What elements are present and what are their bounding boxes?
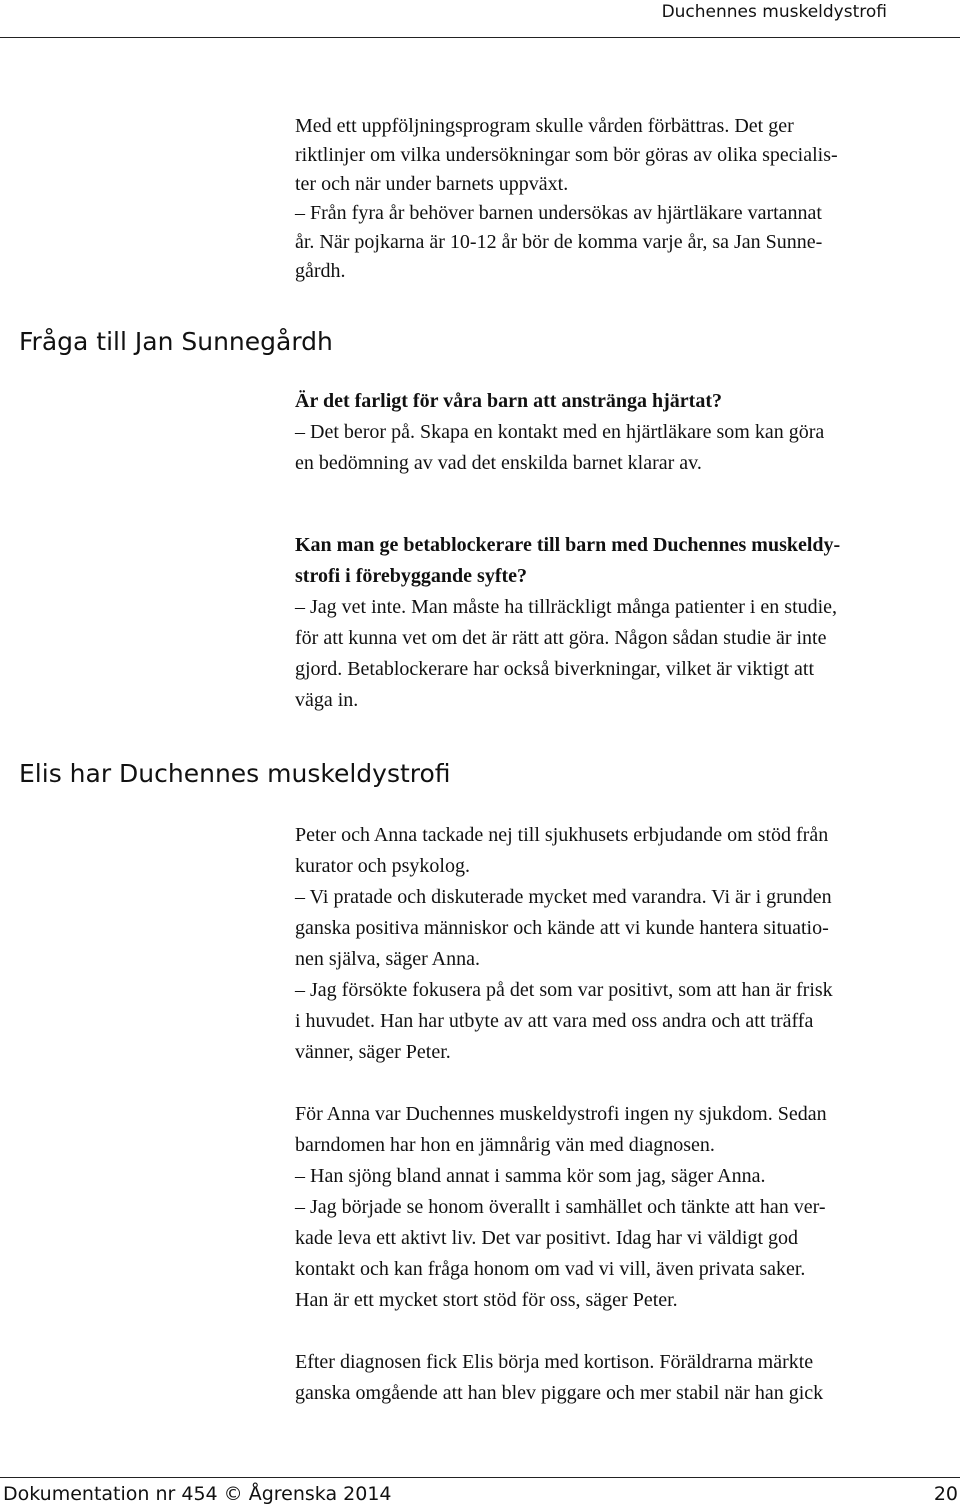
text-line: vänner, säger Peter. bbox=[295, 1041, 451, 1063]
text-line: barndomen har hon en jämnårig vän med diagnosen. bbox=[295, 1134, 715, 1156]
footer-rule bbox=[0, 1477, 960, 1478]
text-line: – Jag började se honom överallt i samhället och tänkte att han ver- bbox=[295, 1196, 826, 1218]
intro-paragraph bbox=[295, 112, 935, 286]
text-line: år. När pojkarna är 10-12 år bör de komma varje år, sa Jan Sunne- bbox=[295, 231, 823, 253]
elis-paragraph-2 bbox=[295, 1099, 935, 1316]
text-line: – Jag försökte fokusera på det som var positivt, som att han är frisk bbox=[295, 979, 833, 1001]
text-line: Han är ett mycket stort stöd för oss, säger Peter. bbox=[295, 1289, 678, 1311]
section-heading-question: Fråga till Jan Sunnegårdh bbox=[19, 327, 333, 356]
page-number: 20 bbox=[933, 1483, 958, 1505]
answer-line: – Jag vet inte. Man måste ha tillräckligt många patienter i en studie, bbox=[295, 596, 838, 618]
text-line: För Anna var Duchennes muskeldystrofi ingen ny sjukdom. Sedan bbox=[295, 1103, 827, 1125]
text-line: kontakt och kan fråga honom om vad vi vill, även privata saker. bbox=[295, 1258, 806, 1280]
elis-paragraph-3 bbox=[295, 1347, 935, 1409]
qa-block-1 bbox=[295, 386, 935, 479]
text-line: kade leva ett aktivt liv. Det var positivt. Idag har vi väldigt god bbox=[295, 1227, 799, 1249]
text-line: ganska omgående att han blev piggare och mer stabil när han gick bbox=[295, 1382, 824, 1404]
text-line: nen själva, säger Anna. bbox=[295, 948, 480, 970]
text-line: Peter och Anna tackade nej till sjukhusets erbjudande om stöd från bbox=[295, 824, 829, 846]
question-line: Kan man ge betablockerare till barn med Duchennes muskeldy- bbox=[295, 534, 841, 556]
question-text: Är det farligt för våra barn att anstränga hjärtat? bbox=[295, 390, 722, 412]
footer-documentation: Dokumentation nr 454 © Ågrenska 2014 bbox=[3, 1483, 392, 1505]
running-header-title: Duchennes muskeldystrofi bbox=[661, 2, 887, 22]
text-line: i huvudet. Han har utbyte av att vara med oss andra och att träffa bbox=[295, 1010, 814, 1032]
answer-line: för att kunna vet om det är rätt att göra. Någon sådan studie är inte bbox=[295, 627, 827, 649]
text-line: – Från fyra år behöver barnen undersökas av hjärtläkare vartannat bbox=[295, 202, 822, 224]
qa-block-2 bbox=[295, 530, 935, 716]
text-line: kurator och psykolog. bbox=[295, 855, 470, 877]
elis-paragraph-1 bbox=[295, 820, 935, 1068]
question-line: strofi i förebyggande syfte? bbox=[295, 565, 528, 587]
text-line: Efter diagnosen fick Elis börja med kortison. Föräldrarna märkte bbox=[295, 1351, 814, 1373]
text-line: riktlinjer om vilka undersökningar som bör göras av olika specialis- bbox=[295, 144, 838, 166]
text-line: – Han sjöng bland annat i samma kör som jag, säger Anna. bbox=[295, 1165, 766, 1187]
text-line: – Vi pratade och diskuterade mycket med varandra. Vi är i grunden bbox=[295, 886, 832, 908]
answer-line: en bedömning av vad det enskilda barnet klarar av. bbox=[295, 452, 702, 474]
section-heading-elis: Elis har Duchennes muskeldystrofi bbox=[19, 759, 451, 788]
text-line: ganska positiva människor och kände att vi kunde hantera situatio- bbox=[295, 917, 829, 939]
answer-line: – Det beror på. Skapa en kontakt med en hjärtläkare som kan göra bbox=[295, 421, 825, 443]
text-line: Med ett uppföljningsprogram skulle vården förbättras. Det ger bbox=[295, 115, 794, 137]
header-rule bbox=[0, 37, 960, 38]
text-line: gårdh. bbox=[295, 260, 346, 282]
answer-line: gjord. Betablockerare har också biverkningar, vilket är viktigt att bbox=[295, 658, 815, 680]
answer-line: väga in. bbox=[295, 689, 359, 711]
text-line: ter och när under barnets uppväxt. bbox=[295, 173, 569, 195]
